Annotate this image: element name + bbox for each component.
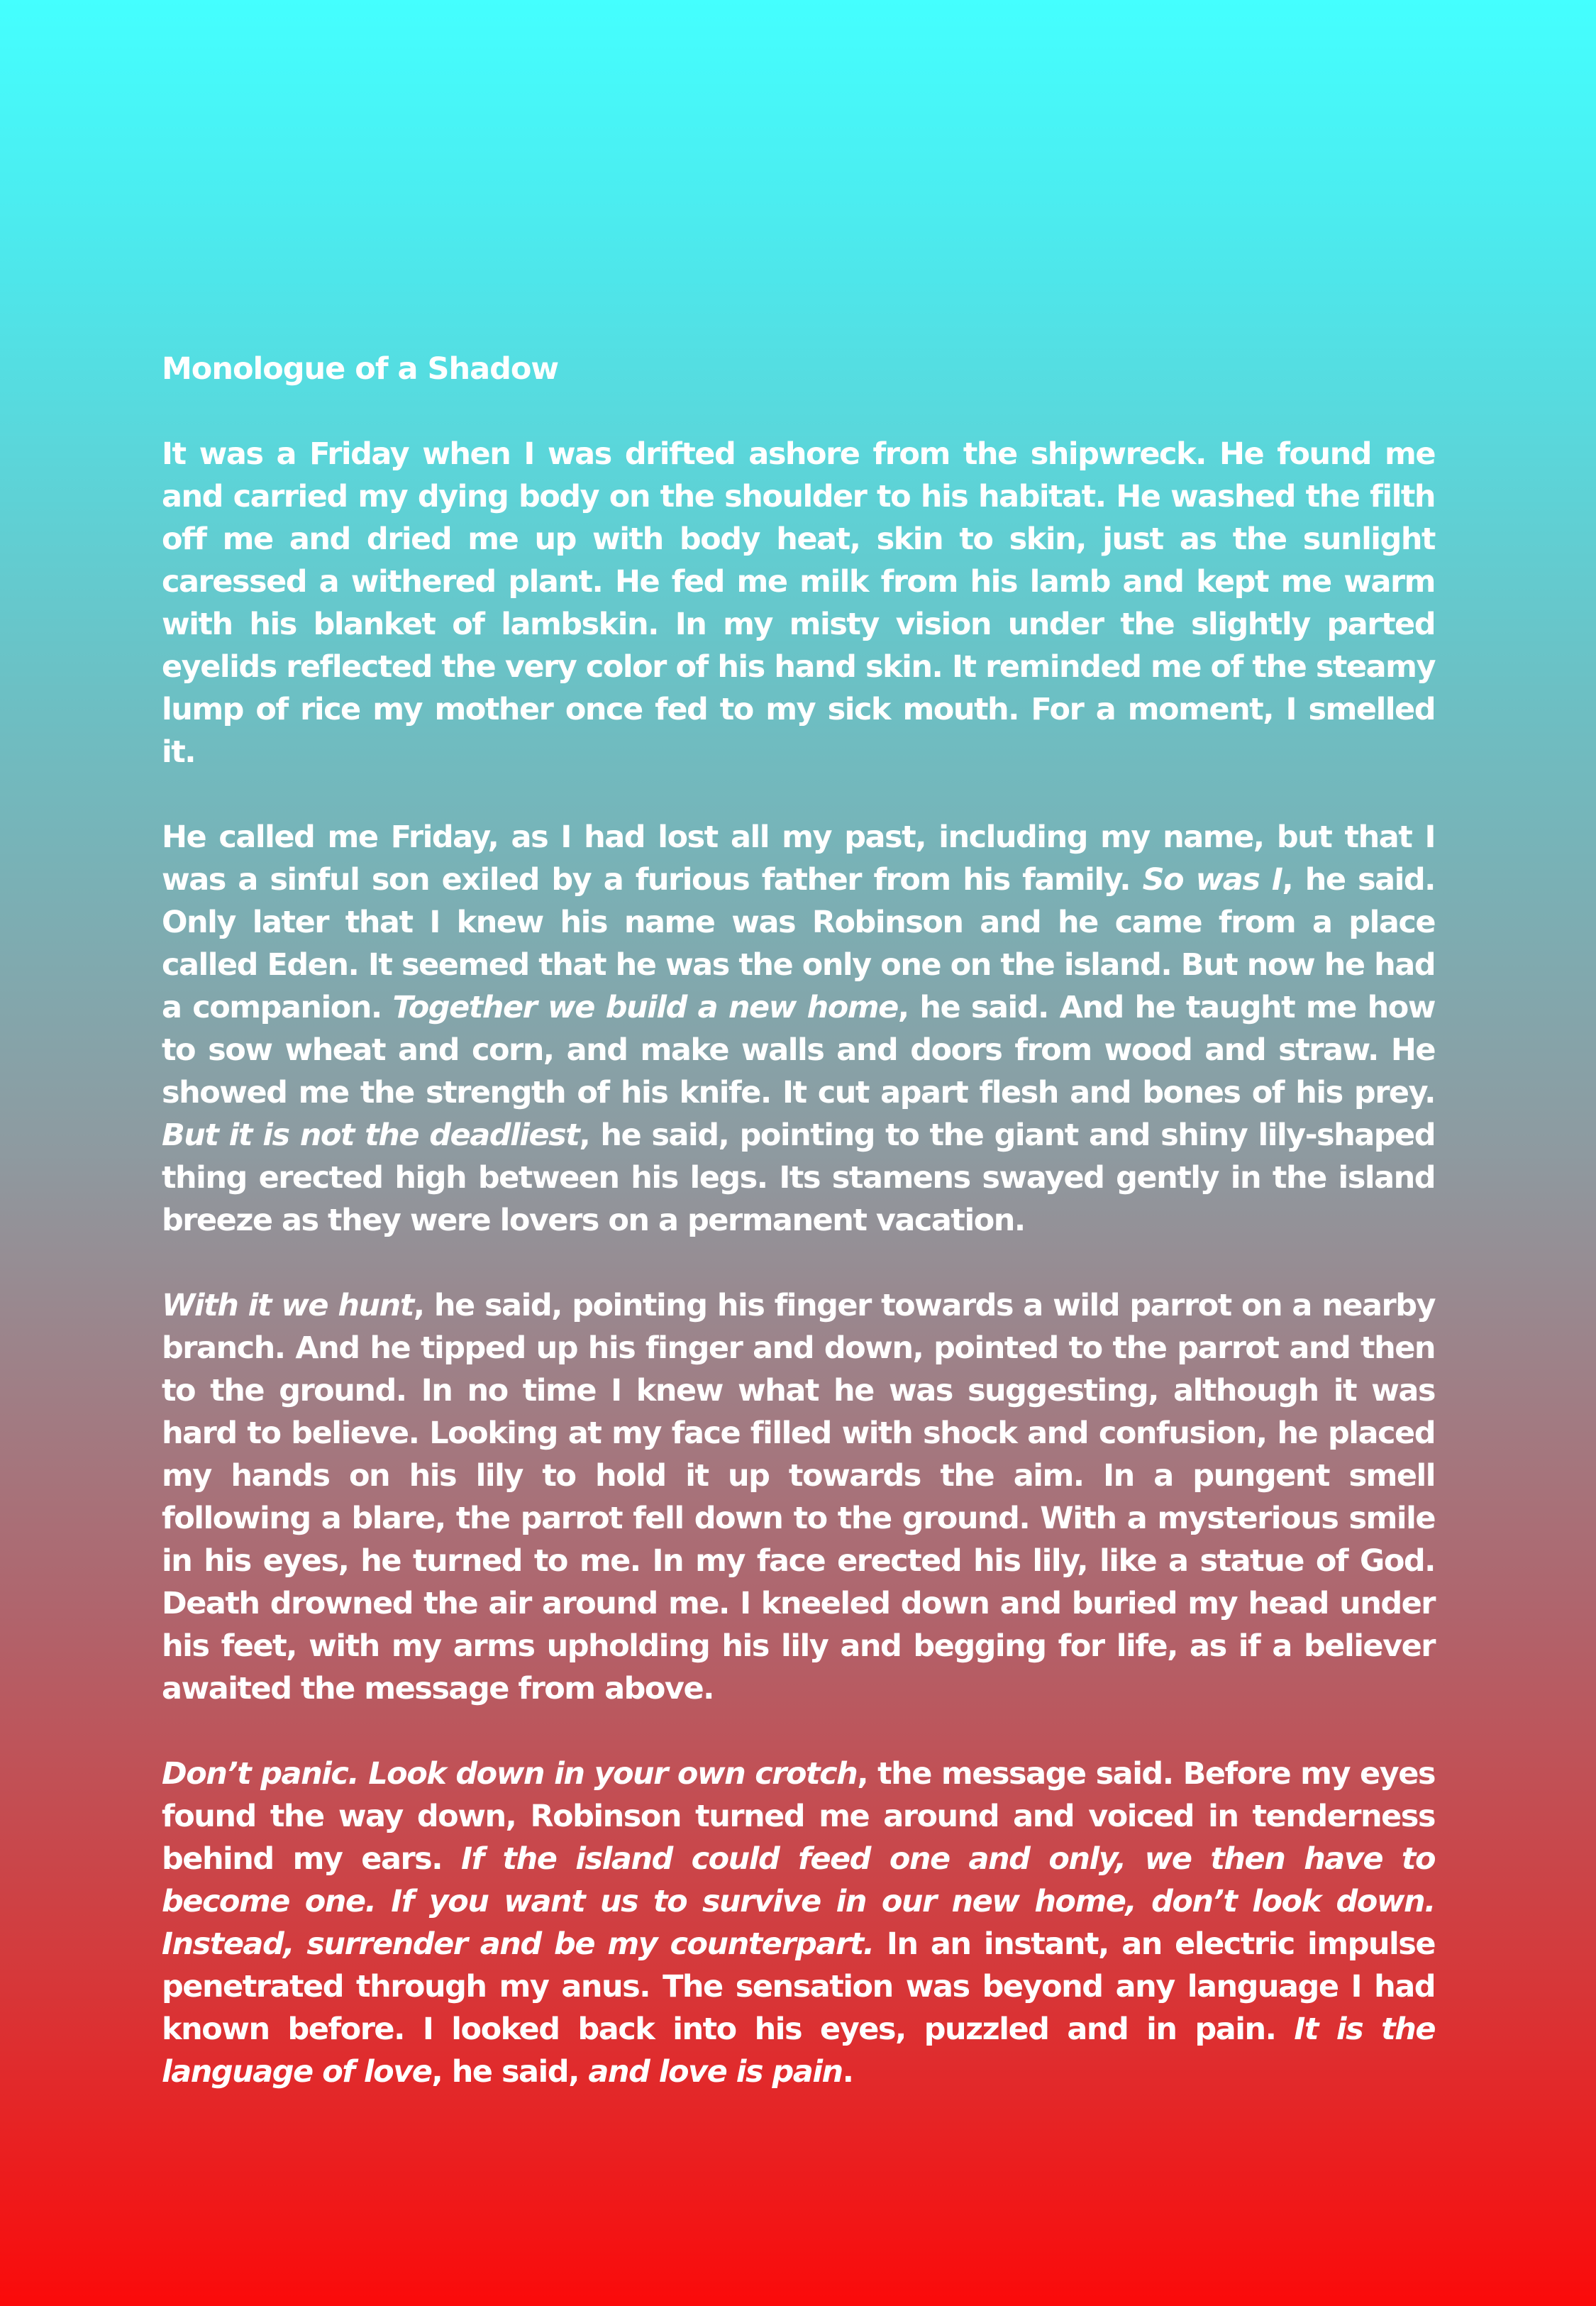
italic-run: Don’t panic. Look down in your own crotch <box>162 1756 858 1792</box>
text-run: , he said. Only later that I knew his name was Robinson and he came from a place called Eden. It seemed that he was the only one on the island. But now he had a companion. <box>162 862 1435 1025</box>
text-run: , the message said. Before my eyes found the way down, Robinson turned me around and voiced in tenderness behind my ears. <box>162 1756 1435 1877</box>
italic-run: So was I <box>1142 862 1282 898</box>
italic-run: and love is pain <box>588 2054 843 2090</box>
italic-run: But it is not the deadliest <box>162 1118 580 1153</box>
paragraph-2 <box>162 816 1435 1242</box>
text-run: , he said, pointing his finger towards a wild parrot on a nearby branch. And he tipped up his finger and down, pointed to the parrot and then to the ground. In no time I knew what he was suggesting, although it was hard to believe. Looking at my face filled with shock and confusion, he placed my hands on his lily to hold it up towards the aim. In a pungent smell following a blare, the parrot fell down to the ground. With a mysterious smile in his eyes, he turned to me. In my face erected his lily, like a statue of God. Death drowned the air around me. I kneeled down and buried my head under his feet, with my arms upholding his lily and begging for life, as if a believer awaited the message from above. <box>162 1288 1436 1706</box>
paragraph-3 <box>162 1284 1435 1710</box>
text-run: , he said. And he taught me how to sow wheat and corn, and make walls and doors from wood and straw. He showed me the strength of his knife. It cut apart flesh and bones of his prey. <box>162 990 1436 1110</box>
text-run: , he said, <box>431 2054 589 2090</box>
text-run: In an instant, an electric impulse penetrated through my anus. The sensation was beyond any language I had known before. I looked back into his eyes, puzzled and in pain. <box>162 1926 1435 2047</box>
text-run: It was a Friday when I was drifted ashore from the shipwreck. He found me and carried my dying body on the shoulder to his habitat. He washed the filth off me and dried me up with body heat, skin to skin, just as the sunlight caressed a withered plant. He fed me milk from his lamb and kept me warm with his blanket of lambskin. In my misty vision under the slightly parted eyelids reflected the very color of his hand skin. It reminded me of the steamy lump of rice my mother once fed to my sick mouth. For a moment, I smelled it. <box>162 436 1435 770</box>
italic-run: If the island could feed one and only, we then have to become one. If you want us to survive in our new home, don’t look down. Instead, surrender and be my counterpart. <box>162 1841 1435 1962</box>
text-run: He called me Friday, as I had lost all my past, including my name, but that I was a sinful son exiled by a furious father from his family. <box>162 820 1435 898</box>
text-run: , he said, pointing to the giant and shiny lily-shaped thing erected high between his legs. Its stamens swayed gently in the island breeze as they were lovers on a permanent vacation. <box>162 1118 1436 1238</box>
paragraph-1 <box>162 433 1435 773</box>
text-run: . <box>842 2054 853 2090</box>
italic-run: It is the language of love <box>162 2012 1435 2090</box>
paragraph-4 <box>162 1753 1435 2093</box>
document-body <box>162 348 1435 2136</box>
italic-run: Together we build a new home <box>392 990 898 1025</box>
document-title: Monologue of a Shadow <box>162 351 559 387</box>
italic-run: With it we hunt <box>162 1288 414 1323</box>
